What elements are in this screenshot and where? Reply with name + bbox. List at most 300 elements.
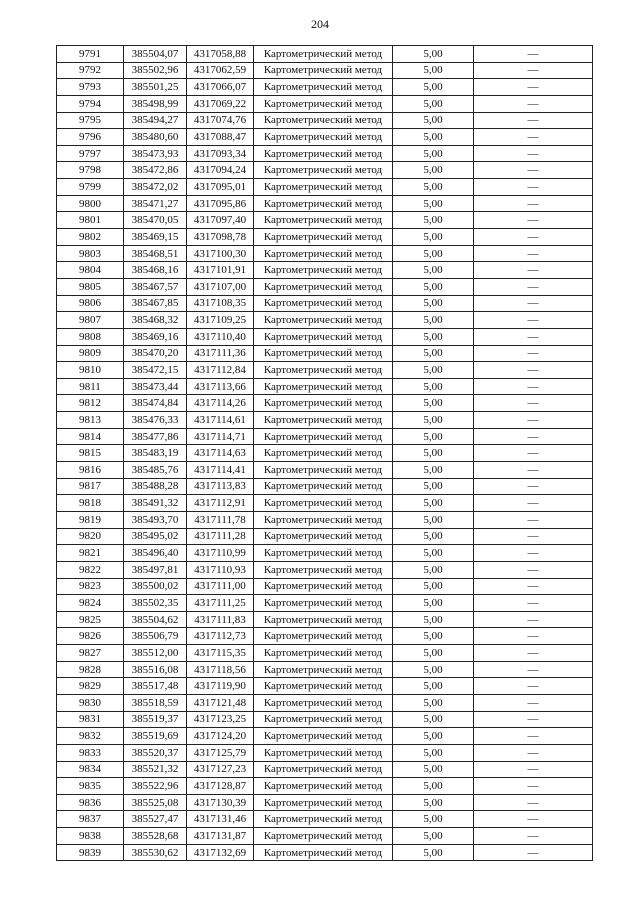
y-coordinate-cell: 4317095,86 bbox=[187, 195, 254, 212]
x-coordinate-cell: 385469,16 bbox=[124, 328, 187, 345]
y-coordinate-cell: 4317118,56 bbox=[187, 661, 254, 678]
y-coordinate-cell: 4317097,40 bbox=[187, 212, 254, 229]
table-row bbox=[57, 295, 593, 312]
point-number-cell: 9802 bbox=[57, 229, 124, 246]
table-row bbox=[57, 478, 593, 495]
y-coordinate-cell: 4317121,48 bbox=[187, 694, 254, 711]
method-cell: Картометрический метод bbox=[254, 162, 393, 179]
x-coordinate-cell: 385480,60 bbox=[124, 129, 187, 146]
point-number-cell: 9829 bbox=[57, 678, 124, 695]
method-cell: Картометрический метод bbox=[254, 129, 393, 146]
point-number-cell: 9816 bbox=[57, 462, 124, 479]
accuracy-cell: 5,00 bbox=[393, 328, 474, 345]
point-number-cell: 9800 bbox=[57, 195, 124, 212]
point-number-cell: 9811 bbox=[57, 378, 124, 395]
y-coordinate-cell: 4317112,84 bbox=[187, 362, 254, 379]
table-row bbox=[57, 145, 593, 162]
method-cell: Картометрический метод bbox=[254, 478, 393, 495]
table-row bbox=[57, 778, 593, 795]
y-coordinate-cell: 4317125,79 bbox=[187, 744, 254, 761]
note-cell: — bbox=[474, 628, 593, 645]
point-number-cell: 9819 bbox=[57, 511, 124, 528]
note-cell: — bbox=[474, 661, 593, 678]
y-coordinate-cell: 4317110,99 bbox=[187, 545, 254, 562]
table-row bbox=[57, 828, 593, 845]
point-number-cell: 9792 bbox=[57, 62, 124, 79]
x-coordinate-cell: 385477,86 bbox=[124, 428, 187, 445]
point-number-cell: 9798 bbox=[57, 162, 124, 179]
point-number-cell: 9828 bbox=[57, 661, 124, 678]
accuracy-cell: 5,00 bbox=[393, 46, 474, 63]
table-row bbox=[57, 312, 593, 329]
x-coordinate-cell: 385470,20 bbox=[124, 345, 187, 362]
x-coordinate-cell: 385467,57 bbox=[124, 278, 187, 295]
point-number-cell: 9805 bbox=[57, 278, 124, 295]
method-cell: Картометрический метод bbox=[254, 445, 393, 462]
x-coordinate-cell: 385470,05 bbox=[124, 212, 187, 229]
table-row bbox=[57, 545, 593, 562]
accuracy-cell: 5,00 bbox=[393, 112, 474, 129]
y-coordinate-cell: 4317058,88 bbox=[187, 46, 254, 63]
y-coordinate-cell: 4317114,61 bbox=[187, 412, 254, 429]
point-number-cell: 9803 bbox=[57, 245, 124, 262]
table-row bbox=[57, 611, 593, 628]
x-coordinate-cell: 385516,08 bbox=[124, 661, 187, 678]
note-cell: — bbox=[474, 229, 593, 246]
table-row bbox=[57, 462, 593, 479]
table-row bbox=[57, 844, 593, 861]
accuracy-cell: 5,00 bbox=[393, 445, 474, 462]
y-coordinate-cell: 4317100,30 bbox=[187, 245, 254, 262]
table-row bbox=[57, 445, 593, 462]
method-cell: Картометрический метод bbox=[254, 312, 393, 329]
note-cell: — bbox=[474, 312, 593, 329]
accuracy-cell: 5,00 bbox=[393, 545, 474, 562]
x-coordinate-cell: 385473,44 bbox=[124, 378, 187, 395]
point-number-cell: 9797 bbox=[57, 145, 124, 162]
method-cell: Картометрический метод bbox=[254, 661, 393, 678]
y-coordinate-cell: 4317113,83 bbox=[187, 478, 254, 495]
note-cell: — bbox=[474, 495, 593, 512]
y-coordinate-cell: 4317114,63 bbox=[187, 445, 254, 462]
x-coordinate-cell: 385518,59 bbox=[124, 694, 187, 711]
accuracy-cell: 5,00 bbox=[393, 794, 474, 811]
x-coordinate-cell: 385469,15 bbox=[124, 229, 187, 246]
x-coordinate-cell: 385483,19 bbox=[124, 445, 187, 462]
note-cell: — bbox=[474, 362, 593, 379]
y-coordinate-cell: 4317109,25 bbox=[187, 312, 254, 329]
accuracy-cell: 5,00 bbox=[393, 728, 474, 745]
y-coordinate-cell: 4317112,73 bbox=[187, 628, 254, 645]
method-cell: Картометрический метод bbox=[254, 545, 393, 562]
method-cell: Картометрический метод bbox=[254, 528, 393, 545]
y-coordinate-cell: 4317128,87 bbox=[187, 778, 254, 795]
accuracy-cell: 5,00 bbox=[393, 95, 474, 112]
accuracy-cell: 5,00 bbox=[393, 378, 474, 395]
note-cell: — bbox=[474, 179, 593, 196]
x-coordinate-cell: 385471,27 bbox=[124, 195, 187, 212]
x-coordinate-cell: 385521,32 bbox=[124, 761, 187, 778]
note-cell: — bbox=[474, 794, 593, 811]
accuracy-cell: 5,00 bbox=[393, 678, 474, 695]
note-cell: — bbox=[474, 478, 593, 495]
x-coordinate-cell: 385500,02 bbox=[124, 578, 187, 595]
y-coordinate-cell: 4317094,24 bbox=[187, 162, 254, 179]
x-coordinate-cell: 385474,84 bbox=[124, 395, 187, 412]
y-coordinate-cell: 4317132,69 bbox=[187, 844, 254, 861]
table-row bbox=[57, 794, 593, 811]
point-number-cell: 9834 bbox=[57, 761, 124, 778]
x-coordinate-cell: 385498,99 bbox=[124, 95, 187, 112]
note-cell: — bbox=[474, 245, 593, 262]
y-coordinate-cell: 4317112,91 bbox=[187, 495, 254, 512]
table-row bbox=[57, 95, 593, 112]
note-cell: — bbox=[474, 728, 593, 745]
note-cell: — bbox=[474, 378, 593, 395]
table-row bbox=[57, 245, 593, 262]
page-number: 204 bbox=[311, 17, 329, 31]
method-cell: Картометрический метод bbox=[254, 844, 393, 861]
note-cell: — bbox=[474, 828, 593, 845]
x-coordinate-cell: 385468,16 bbox=[124, 262, 187, 279]
x-coordinate-cell: 385512,00 bbox=[124, 645, 187, 662]
y-coordinate-cell: 4317107,00 bbox=[187, 278, 254, 295]
x-coordinate-cell: 385520,37 bbox=[124, 744, 187, 761]
note-cell: — bbox=[474, 79, 593, 96]
x-coordinate-cell: 385494,27 bbox=[124, 112, 187, 129]
accuracy-cell: 5,00 bbox=[393, 561, 474, 578]
note-cell: — bbox=[474, 195, 593, 212]
table-row bbox=[57, 595, 593, 612]
table-row bbox=[57, 62, 593, 79]
accuracy-cell: 5,00 bbox=[393, 229, 474, 246]
method-cell: Картометрический метод bbox=[254, 595, 393, 612]
accuracy-cell: 5,00 bbox=[393, 511, 474, 528]
point-number-cell: 9806 bbox=[57, 295, 124, 312]
table-row bbox=[57, 661, 593, 678]
point-number-cell: 9794 bbox=[57, 95, 124, 112]
y-coordinate-cell: 4317113,66 bbox=[187, 378, 254, 395]
y-coordinate-cell: 4317111,36 bbox=[187, 345, 254, 362]
point-number-cell: 9813 bbox=[57, 412, 124, 429]
x-coordinate-cell: 385467,85 bbox=[124, 295, 187, 312]
method-cell: Картометрический метод bbox=[254, 362, 393, 379]
method-cell: Картометрический метод bbox=[254, 645, 393, 662]
y-coordinate-cell: 4317110,93 bbox=[187, 561, 254, 578]
note-cell: — bbox=[474, 162, 593, 179]
method-cell: Картометрический метод bbox=[254, 295, 393, 312]
x-coordinate-cell: 385497,81 bbox=[124, 561, 187, 578]
x-coordinate-cell: 385517,48 bbox=[124, 678, 187, 695]
accuracy-cell: 5,00 bbox=[393, 761, 474, 778]
note-cell: — bbox=[474, 844, 593, 861]
accuracy-cell: 5,00 bbox=[393, 362, 474, 379]
note-cell: — bbox=[474, 428, 593, 445]
method-cell: Картометрический метод bbox=[254, 828, 393, 845]
y-coordinate-cell: 4317115,35 bbox=[187, 645, 254, 662]
accuracy-cell: 5,00 bbox=[393, 312, 474, 329]
table-row bbox=[57, 79, 593, 96]
method-cell: Картометрический метод bbox=[254, 262, 393, 279]
y-coordinate-cell: 4317098,78 bbox=[187, 229, 254, 246]
accuracy-cell: 5,00 bbox=[393, 844, 474, 861]
x-coordinate-cell: 385473,93 bbox=[124, 145, 187, 162]
accuracy-cell: 5,00 bbox=[393, 79, 474, 96]
point-number-cell: 9814 bbox=[57, 428, 124, 445]
note-cell: — bbox=[474, 328, 593, 345]
accuracy-cell: 5,00 bbox=[393, 162, 474, 179]
accuracy-cell: 5,00 bbox=[393, 611, 474, 628]
accuracy-cell: 5,00 bbox=[393, 278, 474, 295]
y-coordinate-cell: 4317119,90 bbox=[187, 678, 254, 695]
note-cell: — bbox=[474, 345, 593, 362]
table-row bbox=[57, 262, 593, 279]
note-cell: — bbox=[474, 694, 593, 711]
accuracy-cell: 5,00 bbox=[393, 778, 474, 795]
accuracy-cell: 5,00 bbox=[393, 179, 474, 196]
method-cell: Картометрический метод bbox=[254, 229, 393, 246]
note-cell: — bbox=[474, 445, 593, 462]
point-number-cell: 9804 bbox=[57, 262, 124, 279]
point-number-cell: 9837 bbox=[57, 811, 124, 828]
accuracy-cell: 5,00 bbox=[393, 495, 474, 512]
method-cell: Картометрический метод bbox=[254, 79, 393, 96]
y-coordinate-cell: 4317110,40 bbox=[187, 328, 254, 345]
y-coordinate-cell: 4317088,47 bbox=[187, 129, 254, 146]
accuracy-cell: 5,00 bbox=[393, 62, 474, 79]
method-cell: Картометрический метод bbox=[254, 778, 393, 795]
y-coordinate-cell: 4317095,01 bbox=[187, 179, 254, 196]
table-row bbox=[57, 112, 593, 129]
y-coordinate-cell: 4317130,39 bbox=[187, 794, 254, 811]
method-cell: Картометрический метод bbox=[254, 495, 393, 512]
accuracy-cell: 5,00 bbox=[393, 528, 474, 545]
x-coordinate-cell: 385468,32 bbox=[124, 312, 187, 329]
table-row bbox=[57, 628, 593, 645]
note-cell: — bbox=[474, 578, 593, 595]
point-number-cell: 9809 bbox=[57, 345, 124, 362]
table-row bbox=[57, 46, 593, 63]
table-row bbox=[57, 278, 593, 295]
method-cell: Картометрический метод bbox=[254, 179, 393, 196]
accuracy-cell: 5,00 bbox=[393, 694, 474, 711]
note-cell: — bbox=[474, 761, 593, 778]
table-row bbox=[57, 162, 593, 179]
note-cell: — bbox=[474, 412, 593, 429]
x-coordinate-cell: 385506,79 bbox=[124, 628, 187, 645]
method-cell: Картометрический метод bbox=[254, 62, 393, 79]
x-coordinate-cell: 385525,08 bbox=[124, 794, 187, 811]
note-cell: — bbox=[474, 46, 593, 63]
note-cell: — bbox=[474, 278, 593, 295]
point-number-cell: 9808 bbox=[57, 328, 124, 345]
note-cell: — bbox=[474, 528, 593, 545]
x-coordinate-cell: 385502,35 bbox=[124, 595, 187, 612]
x-coordinate-cell: 385488,28 bbox=[124, 478, 187, 495]
y-coordinate-cell: 4317062,59 bbox=[187, 62, 254, 79]
method-cell: Картометрический метод bbox=[254, 345, 393, 362]
x-coordinate-cell: 385496,40 bbox=[124, 545, 187, 562]
accuracy-cell: 5,00 bbox=[393, 129, 474, 146]
x-coordinate-cell: 385493,70 bbox=[124, 511, 187, 528]
note-cell: — bbox=[474, 744, 593, 761]
point-number-cell: 9824 bbox=[57, 595, 124, 612]
note-cell: — bbox=[474, 511, 593, 528]
x-coordinate-cell: 385501,25 bbox=[124, 79, 187, 96]
method-cell: Картометрический метод bbox=[254, 611, 393, 628]
x-coordinate-cell: 385491,32 bbox=[124, 495, 187, 512]
table-row bbox=[57, 362, 593, 379]
table-row bbox=[57, 811, 593, 828]
table-row bbox=[57, 645, 593, 662]
x-coordinate-cell: 385468,51 bbox=[124, 245, 187, 262]
method-cell: Картометрический метод bbox=[254, 145, 393, 162]
method-cell: Картометрический метод bbox=[254, 678, 393, 695]
method-cell: Картометрический метод bbox=[254, 561, 393, 578]
x-coordinate-cell: 385530,62 bbox=[124, 844, 187, 861]
x-coordinate-cell: 385522,96 bbox=[124, 778, 187, 795]
table-row bbox=[57, 345, 593, 362]
point-number-cell: 9826 bbox=[57, 628, 124, 645]
method-cell: Картометрический метод bbox=[254, 744, 393, 761]
point-number-cell: 9818 bbox=[57, 495, 124, 512]
point-number-cell: 9832 bbox=[57, 728, 124, 745]
point-number-cell: 9822 bbox=[57, 561, 124, 578]
note-cell: — bbox=[474, 112, 593, 129]
y-coordinate-cell: 4317124,20 bbox=[187, 728, 254, 745]
accuracy-cell: 5,00 bbox=[393, 428, 474, 445]
accuracy-cell: 5,00 bbox=[393, 145, 474, 162]
method-cell: Картометрический метод bbox=[254, 811, 393, 828]
y-coordinate-cell: 4317093,34 bbox=[187, 145, 254, 162]
method-cell: Картометрический метод bbox=[254, 794, 393, 811]
y-coordinate-cell: 4317101,91 bbox=[187, 262, 254, 279]
point-number-cell: 9821 bbox=[57, 545, 124, 562]
method-cell: Картометрический метод bbox=[254, 245, 393, 262]
point-number-cell: 9801 bbox=[57, 212, 124, 229]
point-number-cell: 9817 bbox=[57, 478, 124, 495]
x-coordinate-cell: 385504,07 bbox=[124, 46, 187, 63]
x-coordinate-cell: 385528,68 bbox=[124, 828, 187, 845]
accuracy-cell: 5,00 bbox=[393, 245, 474, 262]
point-number-cell: 9839 bbox=[57, 844, 124, 861]
note-cell: — bbox=[474, 95, 593, 112]
note-cell: — bbox=[474, 395, 593, 412]
coordinates-table-body bbox=[57, 46, 593, 861]
point-number-cell: 9838 bbox=[57, 828, 124, 845]
x-coordinate-cell: 385504,62 bbox=[124, 611, 187, 628]
accuracy-cell: 5,00 bbox=[393, 212, 474, 229]
note-cell: — bbox=[474, 595, 593, 612]
accuracy-cell: 5,00 bbox=[393, 711, 474, 728]
y-coordinate-cell: 4317111,78 bbox=[187, 511, 254, 528]
accuracy-cell: 5,00 bbox=[393, 478, 474, 495]
note-cell: — bbox=[474, 62, 593, 79]
table-row bbox=[57, 229, 593, 246]
point-number-cell: 9830 bbox=[57, 694, 124, 711]
accuracy-cell: 5,00 bbox=[393, 578, 474, 595]
y-coordinate-cell: 4317114,26 bbox=[187, 395, 254, 412]
y-coordinate-cell: 4317123,25 bbox=[187, 711, 254, 728]
point-number-cell: 9825 bbox=[57, 611, 124, 628]
note-cell: — bbox=[474, 561, 593, 578]
y-coordinate-cell: 4317111,28 bbox=[187, 528, 254, 545]
y-coordinate-cell: 4317069,22 bbox=[187, 95, 254, 112]
x-coordinate-cell: 385527,47 bbox=[124, 811, 187, 828]
method-cell: Картометрический метод bbox=[254, 378, 393, 395]
method-cell: Картометрический метод bbox=[254, 694, 393, 711]
note-cell: — bbox=[474, 811, 593, 828]
table-row bbox=[57, 428, 593, 445]
point-number-cell: 9815 bbox=[57, 445, 124, 462]
note-cell: — bbox=[474, 262, 593, 279]
method-cell: Картометрический метод bbox=[254, 278, 393, 295]
table-row bbox=[57, 578, 593, 595]
point-number-cell: 9810 bbox=[57, 362, 124, 379]
accuracy-cell: 5,00 bbox=[393, 295, 474, 312]
accuracy-cell: 5,00 bbox=[393, 395, 474, 412]
method-cell: Картометрический метод bbox=[254, 46, 393, 63]
point-number-cell: 9795 bbox=[57, 112, 124, 129]
x-coordinate-cell: 385495,02 bbox=[124, 528, 187, 545]
note-cell: — bbox=[474, 295, 593, 312]
y-coordinate-cell: 4317114,71 bbox=[187, 428, 254, 445]
table-row bbox=[57, 495, 593, 512]
method-cell: Картометрический метод bbox=[254, 462, 393, 479]
table-row bbox=[57, 711, 593, 728]
x-coordinate-cell: 385472,02 bbox=[124, 179, 187, 196]
note-cell: — bbox=[474, 129, 593, 146]
x-coordinate-cell: 385502,96 bbox=[124, 62, 187, 79]
note-cell: — bbox=[474, 462, 593, 479]
method-cell: Картометрический метод bbox=[254, 112, 393, 129]
point-number-cell: 9799 bbox=[57, 179, 124, 196]
point-number-cell: 9836 bbox=[57, 794, 124, 811]
accuracy-cell: 5,00 bbox=[393, 462, 474, 479]
y-coordinate-cell: 4317127,23 bbox=[187, 761, 254, 778]
note-cell: — bbox=[474, 711, 593, 728]
y-coordinate-cell: 4317111,83 bbox=[187, 611, 254, 628]
point-number-cell: 9807 bbox=[57, 312, 124, 329]
table-row bbox=[57, 528, 593, 545]
y-coordinate-cell: 4317108,35 bbox=[187, 295, 254, 312]
accuracy-cell: 5,00 bbox=[393, 595, 474, 612]
method-cell: Картометрический метод bbox=[254, 511, 393, 528]
point-number-cell: 9835 bbox=[57, 778, 124, 795]
method-cell: Картометрический метод bbox=[254, 328, 393, 345]
accuracy-cell: 5,00 bbox=[393, 645, 474, 662]
y-coordinate-cell: 4317114,41 bbox=[187, 462, 254, 479]
method-cell: Картометрический метод bbox=[254, 412, 393, 429]
y-coordinate-cell: 4317111,00 bbox=[187, 578, 254, 595]
coordinates-table bbox=[56, 45, 593, 861]
table-row bbox=[57, 561, 593, 578]
method-cell: Картометрический метод bbox=[254, 95, 393, 112]
method-cell: Картометрический метод bbox=[254, 428, 393, 445]
y-coordinate-cell: 4317074,76 bbox=[187, 112, 254, 129]
method-cell: Картометрический метод bbox=[254, 195, 393, 212]
accuracy-cell: 5,00 bbox=[393, 661, 474, 678]
point-number-cell: 9833 bbox=[57, 744, 124, 761]
x-coordinate-cell: 385485,76 bbox=[124, 462, 187, 479]
accuracy-cell: 5,00 bbox=[393, 345, 474, 362]
note-cell: — bbox=[474, 545, 593, 562]
point-number-cell: 9791 bbox=[57, 46, 124, 63]
point-number-cell: 9793 bbox=[57, 79, 124, 96]
table-row bbox=[57, 195, 593, 212]
method-cell: Картометрический метод bbox=[254, 578, 393, 595]
table-row bbox=[57, 694, 593, 711]
